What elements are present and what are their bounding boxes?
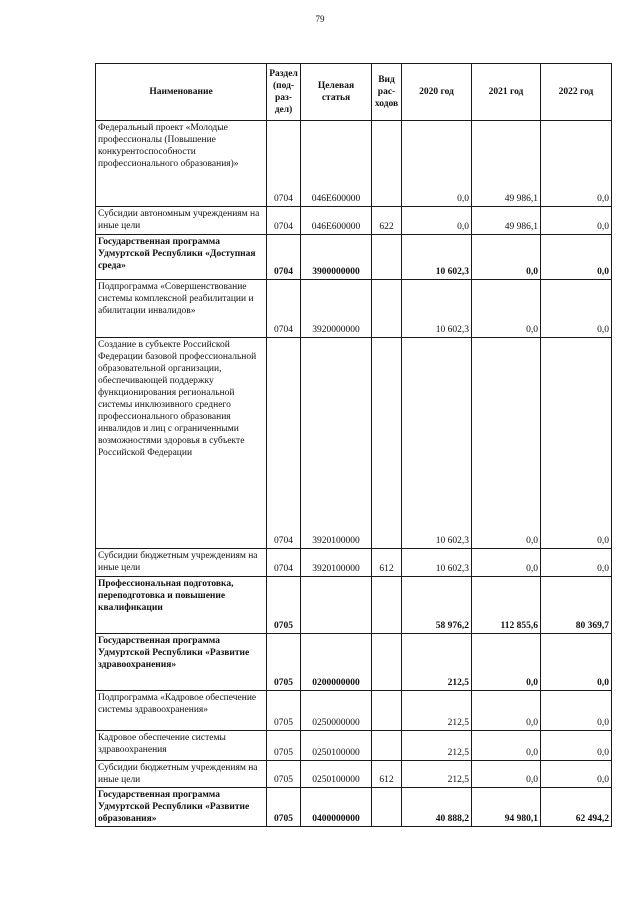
header-target: Целевая статья: [301, 64, 372, 121]
table-row: [96, 280, 612, 338]
cell-2022: 0,0: [541, 549, 612, 577]
cell-2020: 212,5: [402, 731, 472, 761]
cell-2021: 0,0: [472, 549, 541, 577]
table-body: [96, 121, 612, 827]
cell-2021: 94 980,1: [472, 788, 541, 827]
cell-name: Субсидии бюджетным учреждениям на иные цели: [96, 761, 267, 788]
cell-2022: 0,0: [541, 691, 612, 731]
cell-2021: 0,0: [472, 338, 541, 549]
table-row: [96, 549, 612, 577]
cell-target: 046E600000: [301, 207, 372, 235]
cell-name: Подпрограмма «Совершенствование системы комплексной реабилитации и абилитации инвалидов»: [96, 280, 267, 338]
cell-2020: 212,5: [402, 634, 472, 691]
header-section: Раздел (под-раз-дел): [267, 64, 301, 121]
cell-target: 0250100000: [301, 761, 372, 788]
table-row: [96, 761, 612, 788]
table-row: [96, 634, 612, 691]
cell-expense-type: [372, 788, 402, 827]
cell-2022: 0,0: [541, 207, 612, 235]
cell-2021: 49 986,1: [472, 207, 541, 235]
table-header-row: [96, 64, 612, 121]
cell-section: 0705: [267, 731, 301, 761]
cell-2021: 0,0: [472, 731, 541, 761]
cell-expense-type: [372, 577, 402, 634]
cell-target: 0250000000: [301, 691, 372, 731]
cell-section: 0705: [267, 761, 301, 788]
cell-target: 0200000000: [301, 634, 372, 691]
table-row: [96, 338, 612, 549]
cell-name: Субсидии автономным учреждениям на иные цели: [96, 207, 267, 235]
cell-section: 0705: [267, 788, 301, 827]
cell-2022: 0,0: [541, 761, 612, 788]
cell-2021: 0,0: [472, 235, 541, 280]
table-row: [96, 731, 612, 761]
page-number: 79: [315, 14, 325, 24]
cell-name: Государственная программа Удмуртской Республики «Доступная среда»: [96, 235, 267, 280]
cell-expense-type: [372, 235, 402, 280]
cell-2020: 40 888,2: [402, 788, 472, 827]
cell-section: 0704: [267, 338, 301, 549]
cell-target: 3920100000: [301, 338, 372, 549]
cell-expense-type: [372, 731, 402, 761]
cell-section: 0704: [267, 121, 301, 207]
header-expense-type: Вид рас-ходов: [372, 64, 402, 121]
cell-expense-type: [372, 280, 402, 338]
cell-section: 0705: [267, 577, 301, 634]
cell-2020: 58 976,2: [402, 577, 472, 634]
table-row: [96, 121, 612, 207]
cell-section: 0704: [267, 280, 301, 338]
cell-2020: 10 602,3: [402, 338, 472, 549]
cell-2020: 0,0: [402, 121, 472, 207]
table-row: [96, 207, 612, 235]
cell-expense-type: 612: [372, 761, 402, 788]
cell-2022: 0,0: [541, 235, 612, 280]
table-row: [96, 691, 612, 731]
cell-name: Субсидии бюджетным учреждениям на иные цели: [96, 549, 267, 577]
cell-2020: 0,0: [402, 207, 472, 235]
cell-2022: 80 369,7: [541, 577, 612, 634]
table-row: [96, 788, 612, 827]
cell-2021: 0,0: [472, 280, 541, 338]
cell-2020: 10 602,3: [402, 549, 472, 577]
cell-target: 3920000000: [301, 280, 372, 338]
cell-2021: 0,0: [472, 634, 541, 691]
cell-target: [301, 577, 372, 634]
cell-name: Профессиональная подготовка, переподготовка и повышение квалификации: [96, 577, 267, 634]
cell-section: 0704: [267, 207, 301, 235]
cell-name: Государственная программа Удмуртской Республики «Развитие образования»: [96, 788, 267, 827]
cell-target: 046E600000: [301, 121, 372, 207]
cell-2022: 0,0: [541, 338, 612, 549]
cell-section: 0705: [267, 634, 301, 691]
cell-expense-type: 612: [372, 549, 402, 577]
cell-2022: 0,0: [541, 634, 612, 691]
header-year-2020: 2020 год: [402, 64, 472, 121]
cell-expense-type: 622: [372, 207, 402, 235]
cell-2020: 10 602,3: [402, 280, 472, 338]
cell-2022: 0,0: [541, 280, 612, 338]
budget-table: [95, 63, 612, 827]
table-row: [96, 577, 612, 634]
header-year-2021: 2021 год: [472, 64, 541, 121]
cell-expense-type: [372, 338, 402, 549]
cell-expense-type: [372, 691, 402, 731]
cell-2021: 49 986,1: [472, 121, 541, 207]
cell-name: Подпрограмма «Кадровое обеспечение системы здравоохранения»: [96, 691, 267, 731]
cell-section: 0704: [267, 549, 301, 577]
cell-2020: 212,5: [402, 761, 472, 788]
cell-target: 3900000000: [301, 235, 372, 280]
cell-name: Создание в субъекте Российской Федерации базовой профессиональной образовательной организации, обеспечивающей поддержку функционирования региональной системы инклюзивного среднего профессионального образования инвалидов и лиц с ограниченными возможностями здоровья в субъекте Российской Федерации: [96, 338, 267, 549]
cell-2021: 0,0: [472, 691, 541, 731]
cell-expense-type: [372, 634, 402, 691]
cell-section: 0704: [267, 235, 301, 280]
header-year-2022: 2022 год: [541, 64, 612, 121]
cell-2021: 112 855,6: [472, 577, 541, 634]
header-name: Наименование: [96, 64, 267, 121]
table-row: [96, 235, 612, 280]
cell-target: 3920100000: [301, 549, 372, 577]
cell-expense-type: [372, 121, 402, 207]
cell-2020: 10 602,3: [402, 235, 472, 280]
cell-2020: 212,5: [402, 691, 472, 731]
cell-2021: 0,0: [472, 761, 541, 788]
cell-2022: 62 494,2: [541, 788, 612, 827]
cell-name: Государственная программа Удмуртской Республики «Развитие здравоохранения»: [96, 634, 267, 691]
cell-name: Кадровое обеспечение системы здравоохранения: [96, 731, 267, 761]
cell-target: 0400000000: [301, 788, 372, 827]
cell-2022: 0,0: [541, 731, 612, 761]
cell-section: 0705: [267, 691, 301, 731]
cell-name: Федеральный проект «Молодые профессионалы (Повышение конкурентоспособности профессионального образования)»: [96, 121, 267, 207]
cell-2022: 0,0: [541, 121, 612, 207]
cell-target: 0250100000: [301, 731, 372, 761]
